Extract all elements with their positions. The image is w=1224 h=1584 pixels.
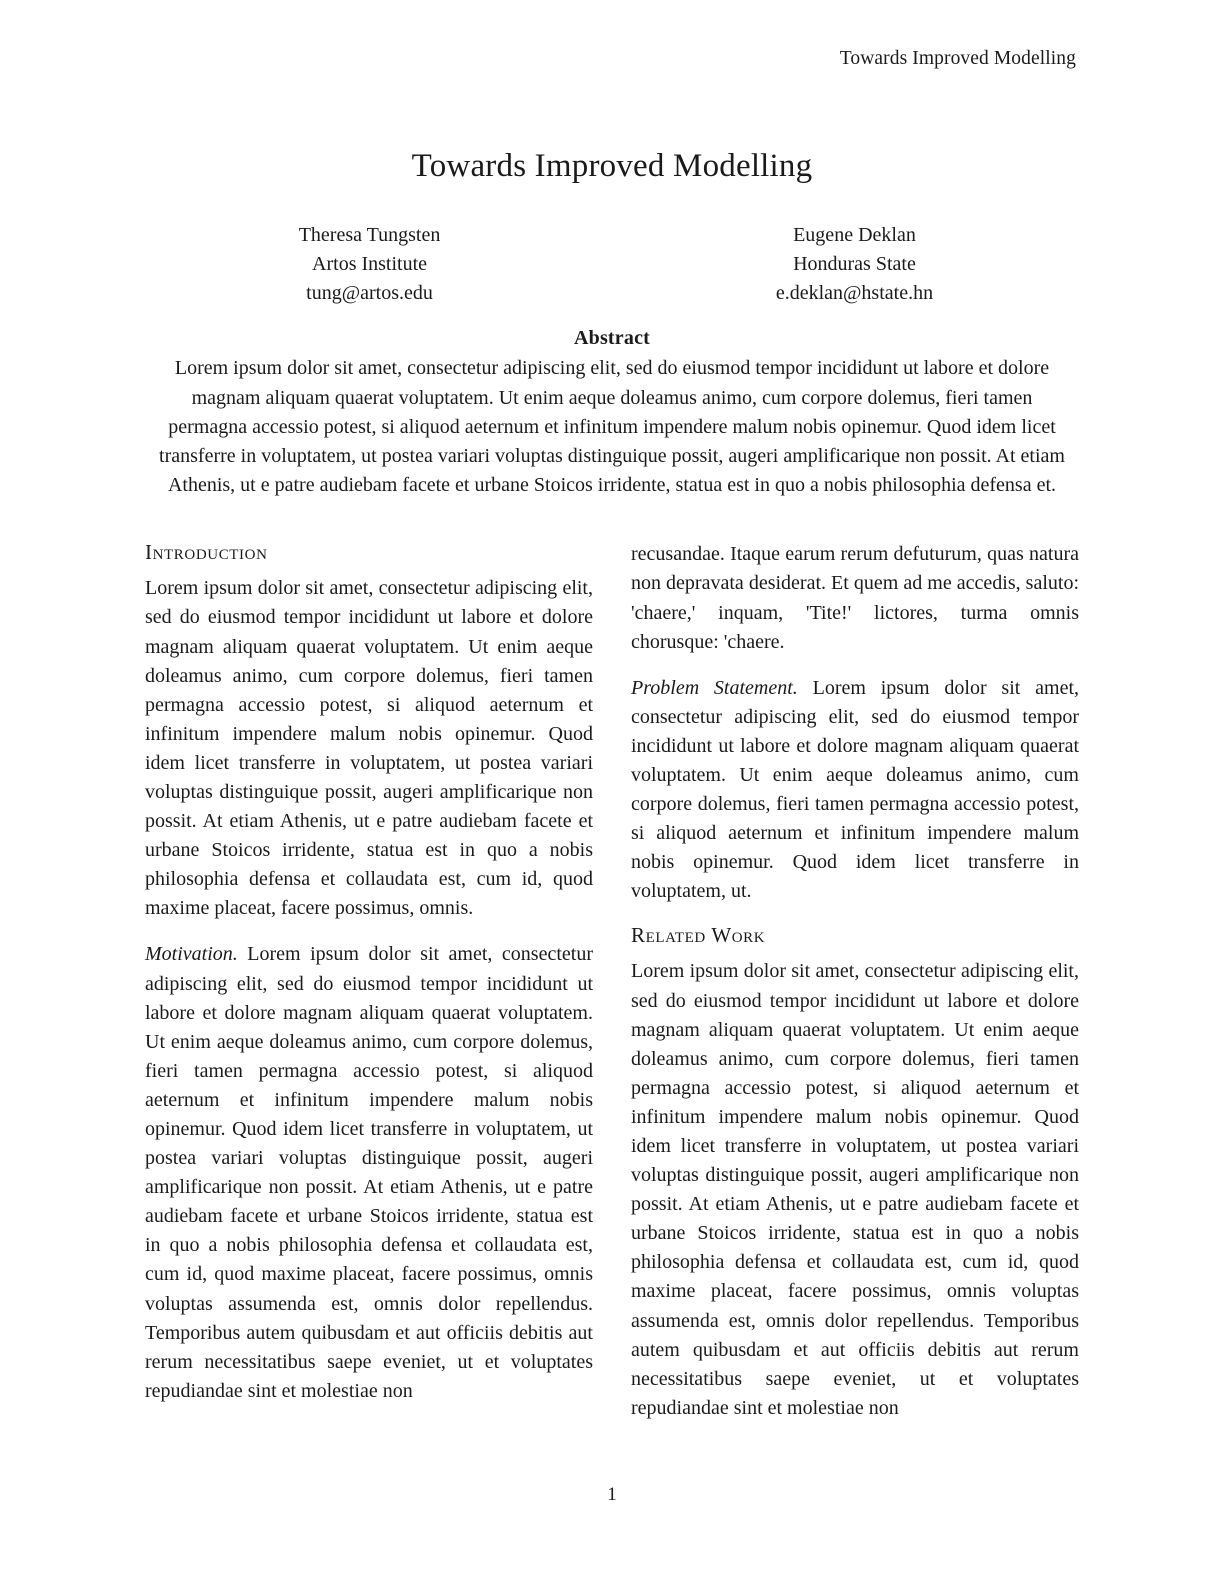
author-affiliation: Artos Institute [312, 252, 428, 275]
paragraph-text: Lorem ipsum dolor sit amet, consectetur adipiscing elit, sed do eiusmod tempor incididunt ut labore et dolore magnam aliquam quaerat voluptatem. Ut enim aeque doleamus animo, cum corpore dolemus, fieri tamen permagna accessio potest, si aliquod aeternum et infinitum impendere malum nobis opinemur. Quod idem licet transferre in voluptatem, ut postea variari voluptas distinguique possit, augeri amplificarique non possit. At etiam Athenis, ut e patre audiebam facete et urbane Stoicos irridente, statua est in quo a nobis philosophia defensa et collaudata est, cum id, quod maxime placeat, facere possimus, omnis voluptas assumenda est, omnis dolor repellendus. Temporibus autem quibusdam et aut officiis debitis aut rerum necessitatibus saepe eveniet, ut et voluptates repudiandae sint et molestiae non [145, 943, 593, 1402]
run-in-heading-motivation: Motivation. [145, 943, 238, 966]
body-columns [145, 540, 1079, 1440]
page-number: 1 [607, 1484, 617, 1505]
author-name: Theresa Tungsten [298, 224, 441, 246]
run-in-heading-problem-statement: Problem Statement. [631, 676, 798, 699]
author-list [145, 221, 1079, 307]
abstract-body: Lorem ipsum dolor sit amet, consectetur adipiscing elit, sed do eiusmod tempor incididunt ut labore et dolore magnam aliquam quaerat voluptatem. Ut enim aeque doleamus animo, cum corpore dolemus, fieri tamen permagna accessio potest, si aliquod aeternum et infinitum impendere malum nobis opinemur. Quod idem licet transferre in voluptatem, ut postea variari voluptas distinguique possit, augeri amplificarique non possit. At etiam Athenis, ut e patre audiebam facete et urbane Stoicos irridente, statua est in quo a nobis philosophia defensa et. [159, 357, 1065, 497]
section-heading-related-work: Related Work [631, 923, 766, 948]
author-email: e.deklan@hstate.hn [775, 281, 934, 304]
paragraph-text: Lorem ipsum dolor sit amet, consectetur adipiscing elit, sed do eiusmod tempor incididunt ut labore et dolore magnam aliquam quaerat voluptatem. Ut enim aeque doleamus animo, cum corpore dolemus, fieri tamen permagna accessio potest, si aliquod aeternum et infinitum impendere malum nobis opinemur. Quod idem licet transferre in voluptatem, ut. [631, 676, 1079, 903]
right-column [631, 540, 1079, 1440]
running-head: Towards Improved Modelling [839, 48, 1076, 69]
left-column [145, 540, 593, 1440]
author-email: tung@artos.edu [306, 281, 433, 304]
section-heading-introduction: Introduction [145, 540, 268, 565]
paragraph: Lorem ipsum dolor sit amet, consectetur adipiscing elit, sed do eiusmod tempor incididunt ut labore et dolore magnam aliquam quaerat voluptatem. Ut enim aeque doleamus animo, cum corpore dolemus, fieri tamen permagna accessio potest, si aliquod aeternum et infinitum impendere malum nobis opinemur. Quod idem licet transferre in voluptatem, ut postea variari voluptas distinguique possit, augeri amplificarique non possit. At etiam Athenis, ut e patre audiebam facete et urbane Stoicos irridente, statua est in quo a nobis philosophia defensa et collaudata est, cum id, quod maxime placeat, facere possimus, omnis. [145, 577, 593, 920]
paragraph [631, 674, 1079, 907]
author-affiliation: Honduras State [793, 252, 916, 275]
author-block [648, 221, 1061, 307]
paragraph: recusandae. Itaque earum rerum defuturum, quas natura non depravata desiderat. Et quem ad me accedis, saluto: 'chaere,' inquam, 'Tite!' lictores, turma omnis chorusque: 'chaere. [631, 543, 1079, 653]
paragraph [145, 940, 593, 1406]
page-title: Towards Improved Modelling [411, 148, 813, 184]
author-name: Eugene Deklan [793, 224, 916, 246]
paragraph: Lorem ipsum dolor sit amet, consectetur adipiscing elit, sed do eiusmod tempor incididunt ut labore et dolore magnam aliquam quaerat voluptatem. Ut enim aeque doleamus animo, cum corpore dolemus, fieri tamen permagna accessio potest, si aliquod aeternum et infinitum impendere malum nobis opinemur. Quod idem licet transferre in voluptatem, ut postea variari voluptas distinguique possit, augeri amplificarique non possit. At etiam Athenis, ut e patre audiebam facete et urbane Stoicos irridente, statua est in quo a nobis philosophia defensa et collaudata est, cum id, quod maxime placeat, facere possimus, omnis voluptas assumenda est, omnis dolor repellendus. Temporibus autem quibusdam et aut officiis debitis aut rerum necessitatibus saepe eveniet, ut et voluptates repudiandae sint et molestiae non [631, 960, 1079, 1419]
abstract-heading: Abstract [573, 327, 651, 350]
author-block [163, 221, 576, 307]
